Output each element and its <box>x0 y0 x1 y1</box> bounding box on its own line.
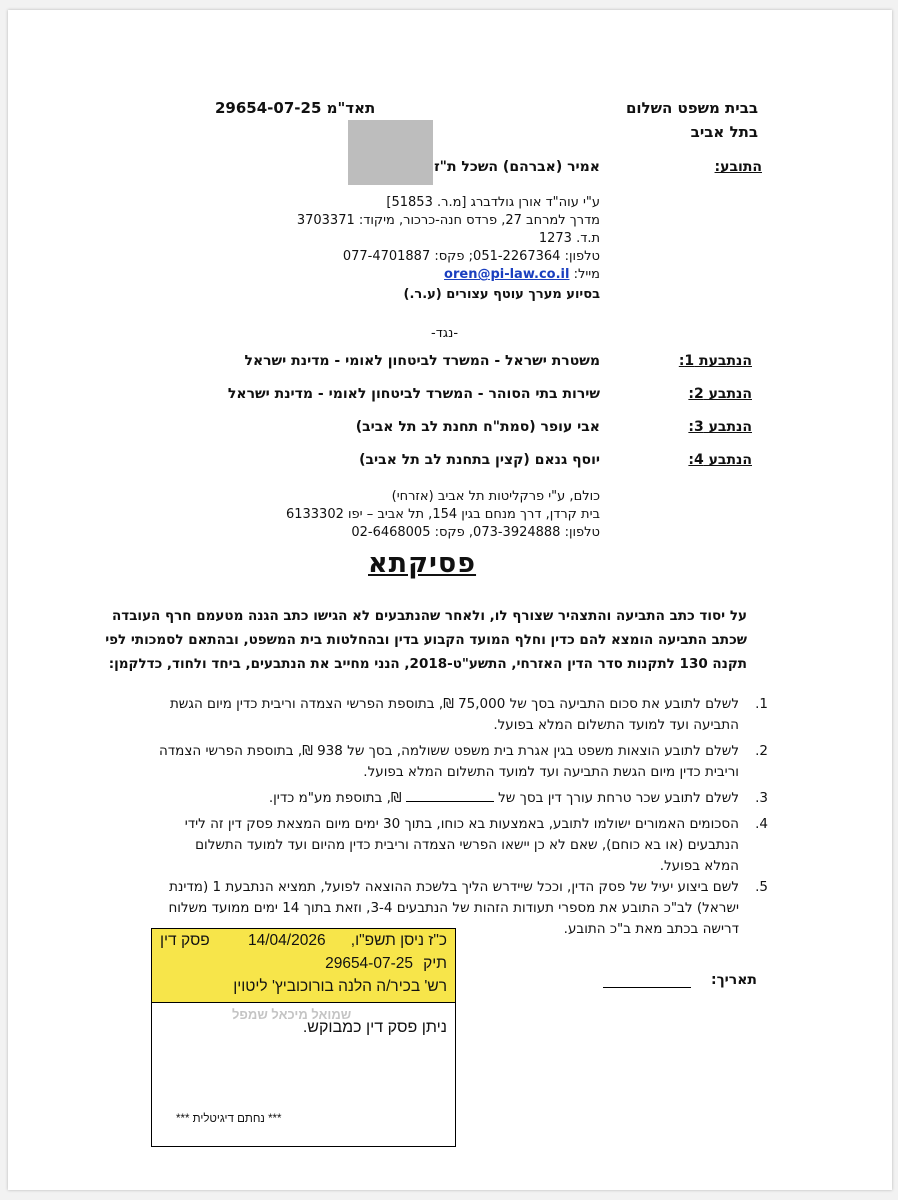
item-1-line-2: התביעה ועד למועד התשלום המלא בפועל. <box>493 717 739 733</box>
plaintiff-name: אמיר (אברהם) השכל ת"ז <box>434 159 600 175</box>
item-5-line-2: ישראל) לב"כ התובע את מספרי תעודות הזהות של הנתבעים 3-4, וזאת בתוך 14 ימים ממועד משלוח <box>168 900 739 916</box>
case-number: תאד"מ 29654-07-25 <box>215 99 376 117</box>
plaintiff-email-row <box>444 267 600 282</box>
item-1-number: 1. <box>755 696 768 712</box>
plaintiff-label: התובע: <box>714 159 762 175</box>
date-blank-line <box>603 987 691 988</box>
intro-line-2: שכתב התביעה הומצא להם כדין וחלף המועד הקבוע בדין ובהחלטות בית המשפט, ובהתאם לסמכותי לפי <box>105 632 747 648</box>
item-4-number: 4. <box>755 816 768 832</box>
defendant-4-name: יוסף גנאם (קצין בתחנת לב תל אביב) <box>359 452 600 468</box>
item-2-line-2: וריבית כדין מיום הגשת התביעה ועד למועד התשלום המלא בפועל. <box>363 764 739 780</box>
email-link[interactable]: oren@pi-law.co.il <box>444 267 570 282</box>
item-5-line-1: לשם ביצוע יעיל של פסק הדין, וככל שיידרש הליך בלשכת ההוצאה לפועל, תמציא הנתבעת 1 (מדינת <box>169 879 739 895</box>
versus-label: -נגד- <box>431 326 459 341</box>
intro-line-3: תקנה 130 לתקנות סדר הדין האזרחי, התשע"ט-2018, הנני מחייב את הנתבעים, ביחד ולחוד, כדלקמן: <box>108 656 747 672</box>
defendants-counsel-line-2: בית קרדן, דרך מנחם בגין 154, תל אביב – יפו 6133302 <box>285 507 600 522</box>
stamp-digital-note: *** נחתם דיגיטלית *** <box>176 1113 282 1125</box>
stamp-doc-type: פסק דין <box>160 932 210 949</box>
email-prefix: מייל: <box>573 267 600 282</box>
stamp-judge: רש' בכיר/ה הלנה בורוכוביץ' ליטוין <box>233 978 447 995</box>
defendants-counsel-line-3: טלפון: 073-3924888, פקס: 02-6468005 <box>351 525 600 540</box>
item-4-line-3: המלא בפועל. <box>659 858 739 874</box>
item-4-line-1: הסכומים האמורים ישולמו לתובע, באמצעות בא כוחו, בתוך 30 ימים מיום המצאת פסק דין זה לידי <box>184 816 739 832</box>
stamp-header <box>152 929 455 1003</box>
plaintiff-counsel-line-3: ת.ד. 1273 <box>538 231 600 246</box>
defendant-4-label: הנתבע 4: <box>688 452 752 468</box>
ruling-title: פסיקתא <box>368 548 477 579</box>
defendant-2-label: הנתבע 2: <box>688 386 752 402</box>
item-1-line-1: לשלם לתובע את סכום התביעה בסך של 75,000 ₪, בתוספת הפרשי הצמדה וריבית כדין מיום הגשת <box>169 696 739 712</box>
plaintiff-counsel-line-2: מדרך למרחב 27, פרדס חנה-כרכור, מיקוד: 3703371 <box>296 213 600 228</box>
item-3-line <box>269 790 739 806</box>
defendant-1-name: משטרת ישראל - המשרד לביטחון לאומי - מדינת ישראל <box>244 353 600 369</box>
document-page <box>8 10 892 1190</box>
court-stamp <box>151 928 456 1147</box>
item-5-line-3: דרישה בכתב מאת ב"כ התובע. <box>563 921 739 937</box>
court-city: בתל אביב <box>690 123 758 141</box>
stamp-faded-text: שמואל מיכאל שמפל <box>232 1007 352 1022</box>
plaintiff-counsel-line-4: טלפון: 051-2267364; פקס: 077-4701887 <box>342 249 600 264</box>
plaintiff-counsel-line-1: ע"י עוה"ד אורן גולדברג [מ.ר. 51853] <box>386 195 600 210</box>
court-name: בבית משפט השלום <box>625 99 758 117</box>
item-3-text-end: ₪, בתוספת מע"מ כדין. <box>268 790 402 806</box>
defendant-3-name: אבי עופר (סמת"ח תחנת לב תל אביב) <box>355 419 600 435</box>
item-5-number: 5. <box>755 879 768 895</box>
item-4-line-2: הנתבעים (או בא כוחם), שאם לא כן יישאו הפרשי הצמדה וריבית כדין מהיום ועד למועד התשלום <box>195 837 739 853</box>
redacted-id <box>348 120 433 185</box>
defendant-2-name: שירות בתי הסוהר - המשרד לביטחון לאומי - מדינת ישראל <box>227 386 600 402</box>
fee-blank-line <box>406 801 494 802</box>
defendant-1-label: הנתבעת 1: <box>678 353 752 369</box>
support-line: בסיוע מערך עוטף עצורים (ע.ר.) <box>403 287 600 302</box>
item-3-text-start: לשלם לתובע שכר טרחת עורך דין בסך של <box>498 790 739 806</box>
defendant-3-label: הנתבע 3: <box>688 419 752 435</box>
item-2-line-1: לשלם לתובע הוצאות משפט בגין אגרת בית משפט ששולמה, בסך של 938 ₪, בתוספת הפרשי הצמדה <box>158 743 739 759</box>
date-label: תאריך: <box>711 972 757 988</box>
stamp-case-number: 29654-07-25 <box>325 955 413 972</box>
item-2-number: 2. <box>755 743 768 759</box>
stamp-decision-text: ניתן פסק דין כמבוקש. <box>302 1019 447 1036</box>
item-3-number: 3. <box>755 790 768 806</box>
defendants-counsel-line-1: כולם, ע"י פרקליטות תל אביב (אזרחי) <box>391 489 600 504</box>
intro-line-1: על יסוד כתב התביעה והתצהיר שצורף לו, ולאחר שהנתבעים לא הגישו כתב הגנה מטעמם חרף העובדה <box>111 608 747 624</box>
stamp-case-label: תיק <box>423 955 447 972</box>
stamp-date: 14/04/2026 <box>248 932 326 949</box>
stamp-hebrew-date: כ"ז ניסן תשפ"ו, <box>350 932 447 949</box>
